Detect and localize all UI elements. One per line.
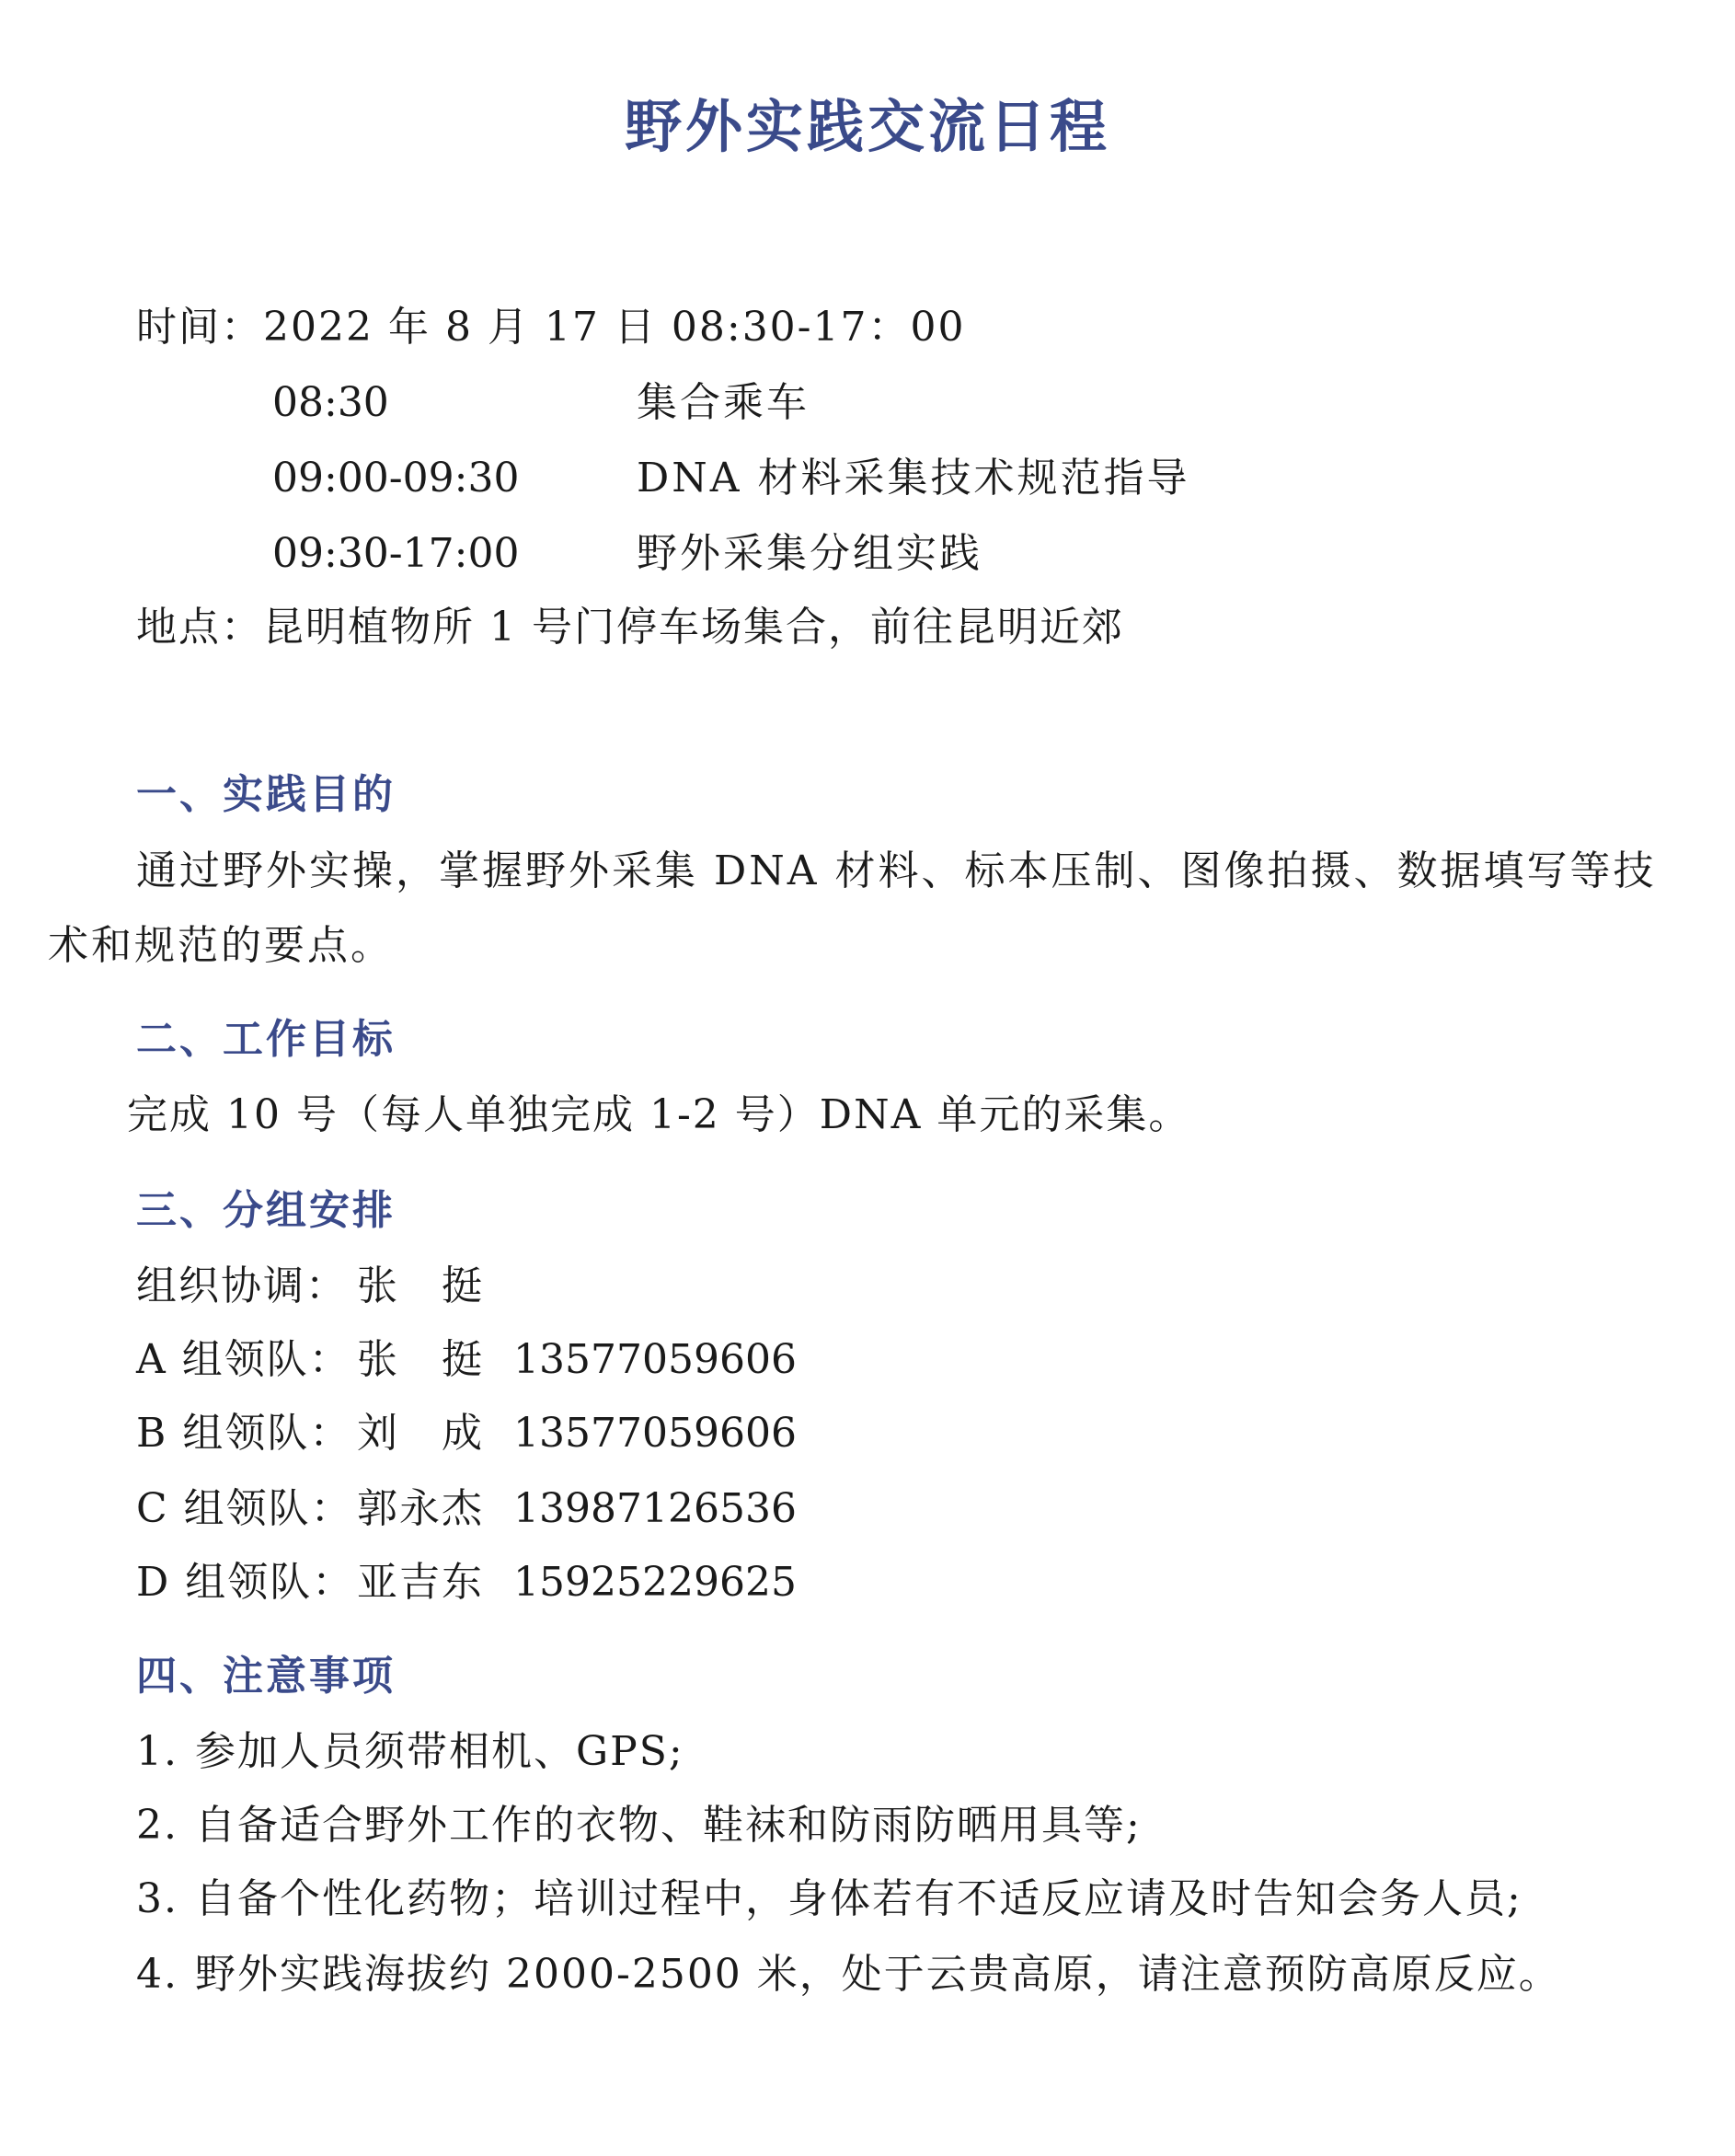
section-heading: 四、注意事项 <box>136 1653 396 1700</box>
leader-name: 张 挺 <box>357 1336 484 1383</box>
note-text: 参加人员须带相机、GPS; <box>195 1728 684 1775</box>
note-number: 3. <box>136 1875 178 1922</box>
group-row <box>136 1332 797 1388</box>
section-heading: 一、实践目的 <box>136 771 396 818</box>
schedule-time: 09:30-17:00 <box>272 530 520 577</box>
schedule-item: 野外采集分组实践 <box>637 530 982 577</box>
leader-name: 郭永杰 <box>357 1485 484 1532</box>
group-label: A 组领队： <box>136 1336 351 1383</box>
note-item <box>136 1872 1522 1927</box>
group-label: C 组领队： <box>136 1485 353 1532</box>
leader-phone: 15925229625 <box>513 1559 797 1606</box>
note-number: 4. <box>136 1951 178 1998</box>
group-row <box>136 1482 797 1537</box>
note-item <box>136 1798 1142 1853</box>
leader-name: 刘 成 <box>357 1410 484 1457</box>
leader-name: 亚吉东 <box>357 1559 484 1606</box>
note-text: 自备适合野外工作的衣物、鞋袜和防雨防晒用具等; <box>195 1802 1142 1849</box>
section-paragraph: 通过野外实操，掌握野外采集 DNA 材料、标本压制、图像拍摄、数据填写等技术和规范的要点。 <box>48 847 1657 969</box>
location-line: 地点：昆明植物所 1 号门停车场集合，前往昆明近郊 <box>136 604 1124 651</box>
note-number: 1. <box>136 1728 178 1775</box>
note-item <box>136 1724 684 1780</box>
schedule-item: 集合乘车 <box>637 379 810 426</box>
schedule-time: 08:30 <box>272 379 389 426</box>
group-row <box>136 1259 513 1314</box>
group-row <box>136 1555 797 1610</box>
note-number: 2. <box>136 1802 178 1849</box>
note-text: 野外实践海拔约 2000-2500 米，处于云贵高原，请注意预防高原反应。 <box>195 1951 1561 1998</box>
leader-phone: 13577059606 <box>513 1410 797 1457</box>
leader-name: 张 挺 <box>357 1262 484 1309</box>
note-text: 自备个性化药物；培训过程中，身体若有不适反应请及时告知会务人员; <box>195 1875 1522 1922</box>
leader-phone: 13577059606 <box>513 1336 797 1383</box>
note-item <box>136 1947 1561 2002</box>
group-label: D 组领队： <box>136 1559 355 1606</box>
time-line: 时间：2022 年 8 月 17 日 08:30-17：00 <box>136 304 966 351</box>
group-label: 组织协调： <box>136 1262 348 1309</box>
schedule-item: DNA 材料采集技术规范指导 <box>637 455 1190 502</box>
schedule-time: 09:00-09:30 <box>272 455 520 502</box>
page-title: 野外实践交流日程 <box>624 93 1110 160</box>
section-heading: 三、分组安排 <box>136 1187 396 1234</box>
leader-phone: 13987126536 <box>513 1485 797 1532</box>
group-label: B 组领队： <box>136 1410 352 1457</box>
section-heading: 二、工作目标 <box>136 1016 396 1063</box>
section-paragraph: 完成 10 号（每人单独完成 1-2 号）DNA 单元的采集。 <box>127 1091 1191 1138</box>
group-row <box>136 1406 797 1461</box>
